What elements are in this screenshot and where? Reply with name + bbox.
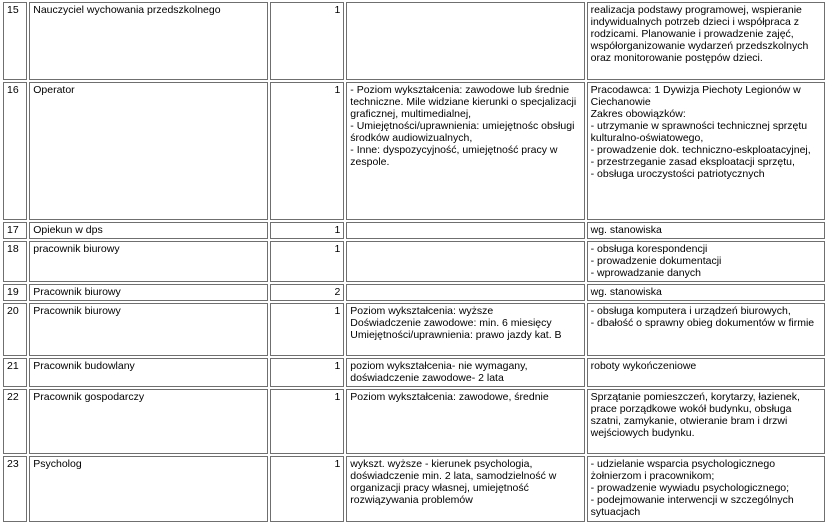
job-title: Nauczyciel wychowania przedszkolnego	[29, 2, 267, 80]
duty-line: żołnierzom i pracownikom;	[590, 470, 715, 482]
job-title: Pracownik budowlany	[29, 358, 267, 387]
duty-line: wg. stanowiska	[590, 286, 662, 298]
job-title: Operator	[29, 82, 267, 220]
duty-line: - obsługa korespondencji	[590, 243, 708, 255]
job-title: Pracownik biurowy	[29, 284, 267, 301]
requirement-line: techniczne. Mile widziane kierunki o specjalizacji	[350, 96, 577, 108]
requirement-line: - Poziom wykształcenia: zawodowe lub średnie	[350, 84, 570, 96]
requirement-line: wykszt. wyższe - kierunek psychologia,	[350, 458, 533, 470]
duty-line: - obsługa uroczystości patriotycznych	[590, 168, 765, 180]
duty-line: oraz monitorowanie postępów dzieci.	[590, 52, 763, 64]
duties-cell	[587, 2, 825, 80]
table-row	[3, 358, 825, 387]
requirements-cell	[346, 389, 584, 454]
job-title: Pracownik gospodarczy	[29, 389, 267, 454]
requirement-line: graficznej, multimedialnej,	[350, 108, 472, 120]
duty-line: - przestrzeganie zasad eksploatacji sprzętu,	[590, 156, 795, 168]
duty-line: Ciechanowie	[590, 96, 651, 108]
duty-line: indywidualnych potrzeb dzieci i współpraca z	[590, 16, 799, 28]
vacancy-count: 1	[270, 358, 345, 387]
requirement-line: poziom wykształcenia- nie wymagany,	[350, 360, 528, 372]
duties-cell	[587, 241, 825, 282]
duty-line: sytuacjach	[590, 506, 641, 518]
vacancy-count: 1	[270, 222, 345, 239]
duty-line: - udzielanie wsparcia psychologicznego	[590, 458, 776, 470]
table-row	[3, 303, 825, 356]
duty-line: - wprowadzanie danych	[590, 267, 701, 279]
requirement-line: rozwiązywania problemów	[350, 494, 473, 506]
duties-cell	[587, 303, 825, 356]
duty-line: wg. stanowiska	[590, 224, 662, 236]
duty-line: - prowadzenie wywiadu psychologicznego;	[590, 482, 790, 494]
duties-cell	[587, 389, 825, 454]
duty-line: - podejmowanie interwencji w szczególnych	[590, 494, 794, 506]
requirement-line: doświadczenie min. 2 lata, samodzielność w	[350, 470, 557, 482]
requirements-cell	[346, 284, 584, 301]
duty-line: roboty wykończeniowe	[590, 360, 697, 372]
row-number: 17	[3, 222, 27, 239]
duty-line: wejściowych budynku.	[590, 427, 695, 439]
table-row	[3, 456, 825, 522]
job-title: pracownik biurowy	[29, 241, 267, 282]
duties-cell	[587, 456, 825, 522]
duty-line: - obsługa komputera i urządzeń biurowych,	[590, 305, 791, 317]
duty-line: rodzicami. Planowanie i prowadzenie zajęć,	[590, 28, 794, 40]
duty-line: współorganizowanie wydarzeń przedszkolnych	[590, 40, 809, 52]
requirement-line: Poziom wykształcenia: wyższe	[350, 305, 494, 317]
requirement-line: zespole.	[350, 156, 390, 168]
row-number: 15	[3, 2, 27, 80]
row-number: 16	[3, 82, 27, 220]
vacancy-count: 1	[270, 456, 345, 522]
row-number: 23	[3, 456, 27, 522]
requirement-line: - Inne: dyspozycyjność, umiejętność pracy w	[350, 144, 558, 156]
requirements-cell	[346, 2, 584, 80]
duty-line: - prowadzenie dok. techniczno-eskploatacyjnej,	[590, 144, 811, 156]
requirement-line: Poziom wykształcenia: zawodowe, średnie	[350, 391, 549, 403]
table-row	[3, 284, 825, 301]
duty-line: kulturalno-oświatowego,	[590, 132, 704, 144]
table-body	[3, 2, 825, 522]
vacancy-count: 1	[270, 303, 345, 356]
vacancy-count: 1	[270, 241, 345, 282]
requirements-cell	[346, 82, 584, 220]
row-number: 22	[3, 389, 27, 454]
vacancy-count: 1	[270, 389, 345, 454]
duty-line: szatni, zamykanie, otwieranie bram i drzwi	[590, 415, 788, 427]
job-title: Opiekun w dps	[29, 222, 267, 239]
requirement-line: środków audiowizualnych,	[350, 132, 473, 144]
job-title: Psycholog	[29, 456, 267, 522]
duty-line: realizacja podstawy programowej, wspieranie	[590, 4, 802, 16]
duties-cell	[587, 222, 825, 239]
vacancy-count: 1	[270, 2, 345, 80]
table-row	[3, 222, 825, 239]
requirements-cell	[346, 222, 584, 239]
duty-line: Pracodawca: 1 Dywizja Piechoty Legionów w	[590, 84, 801, 96]
requirement-line: doświadczenie zawodowe- 2 lata	[350, 372, 504, 384]
duty-line: prace porządkowe wokół budynku, obsługa	[590, 403, 792, 415]
duty-line: - utrzymanie w sprawności technicznej sprzętu	[590, 120, 808, 132]
job-offers-table	[1, 0, 827, 524]
duty-line: Zakres obowiązków:	[590, 108, 686, 120]
vacancy-count: 1	[270, 82, 345, 220]
duty-line: Sprzątanie pomieszczeń, korytarzy, łazienek,	[590, 391, 800, 403]
duties-cell	[587, 82, 825, 220]
table-row	[3, 241, 825, 282]
requirement-line: Umiejętności/uprawnienia: prawo jazdy kat. B	[350, 329, 562, 341]
table-row	[3, 82, 825, 220]
requirements-cell	[346, 241, 584, 282]
table-row	[3, 389, 825, 454]
requirement-line: - Umiejętności/uprawnienia: umiejętnośc obsługi	[350, 120, 575, 132]
duty-line: - dbałość o sprawny obieg dokumentów w firmie	[590, 317, 815, 329]
requirements-cell	[346, 456, 584, 522]
job-title: Pracownik biurowy	[29, 303, 267, 356]
row-number: 21	[3, 358, 27, 387]
requirements-cell	[346, 303, 584, 356]
row-number: 18	[3, 241, 27, 282]
duties-cell	[587, 358, 825, 387]
requirements-cell	[346, 358, 584, 387]
duty-line: - prowadzenie dokumentacji	[590, 255, 722, 267]
table-row	[3, 2, 825, 80]
row-number: 19	[3, 284, 27, 301]
requirement-line: organizacji pracy własnej, umiejętność	[350, 482, 529, 494]
duties-cell	[587, 284, 825, 301]
requirement-line: Doświadczenie zawodowe: min. 6 miesięcy	[350, 317, 552, 329]
vacancy-count: 2	[270, 284, 345, 301]
row-number: 20	[3, 303, 27, 356]
